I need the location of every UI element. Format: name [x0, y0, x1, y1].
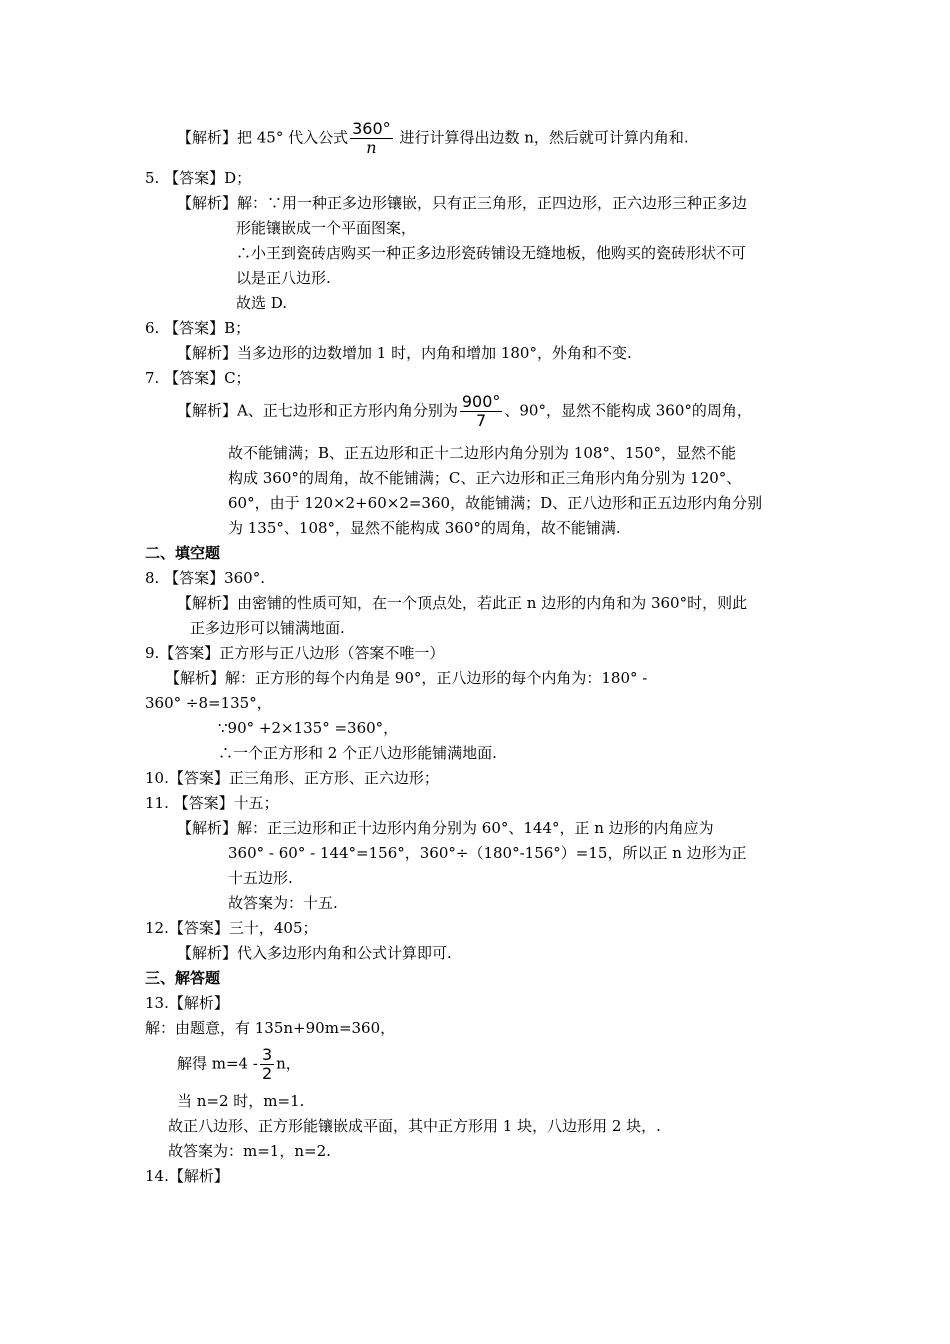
explain-5-line-3: ∴小王到瓷砖店购买一种正多边形瓷砖铺设无缝地板，他购买的瓷砖形状不可 [236, 244, 747, 262]
fraction-360-over-n [350, 120, 393, 157]
text-solve-prefix: 解得 m=4 - [177, 1054, 258, 1073]
explain-7-line-5: 为 135°、108°，显然不能构成 360°的周角，故不能铺满. [228, 519, 621, 537]
fraction-numerator: 360° [352, 119, 391, 138]
explain-13-line-4: 故正八边形、正方形能镶嵌成平面，其中正方形用 1 块，八边形用 2 块，. [168, 1117, 661, 1135]
explain-12: 【解析】代入多边形内角和公式计算即可. [177, 944, 452, 962]
text-explain-7-suffix: 、90°，显然不能构成 360°的周角， [504, 401, 752, 420]
explain-8-line-1: 【解析】由密铺的性质可知，在一个顶点处，若此正 n 边形的内角和为 360°时，则此 [177, 594, 748, 612]
answer-9: 9.【答案】正方形与正八边形（答案不唯一） [145, 644, 445, 662]
fraction-numerator: 900° [461, 392, 501, 411]
explain-11-line-2: 360° - 60° - 144°=156°，360°÷（180°-156°）=15，所以正 n 边形为正 [228, 844, 747, 862]
answer-5: 5. 【答案】D； [145, 169, 252, 187]
explain-9-line-4: ∴一个正方形和 2 个正八边形能铺满地面. [218, 744, 497, 762]
text-explain-suffix: 进行计算得出边数 n，然后就可计算内角和. [394, 128, 689, 147]
explain-11-line-3: 十五边形. [228, 869, 293, 887]
explain-14-heading: 14.【解析】 [145, 1167, 229, 1185]
text-solve-suffix: n， [276, 1054, 301, 1073]
explain-11-line-1: 【解析】解：正三边形和正十边形内角分别为 60°、144°，正 n 边形的内角应为 [177, 819, 714, 837]
fraction-denominator: 2 [261, 1064, 273, 1083]
answer-11: 11. 【答案】十五； [145, 794, 279, 812]
section-heading-solve: 三、解答题 [145, 969, 221, 987]
explain-7-line-1 [177, 393, 752, 430]
fraction-denominator: n [366, 138, 377, 157]
explain-13-line-5: 故答案为：m=1，n=2. [168, 1142, 331, 1160]
explain-9-line-2: 360° ÷8=135°， [145, 694, 272, 712]
fraction-900-over-7 [460, 393, 503, 430]
explain-5-line-1: 【解析】解：∵用一种正多边形镶嵌，只有正三角形，正四边形，正六边形三种正多边 [177, 194, 748, 212]
answer-10: 10.【答案】正三角形、正方形、正六边形； [145, 769, 439, 787]
explain-11-line-4: 故答案为：十五. [228, 894, 338, 912]
explain-13-line-3: 当 n=2 时，m=1. [177, 1092, 305, 1110]
answer-6: 6. 【答案】B； [145, 319, 251, 337]
explain-8-line-2: 正多边形可以铺满地面. [190, 619, 345, 637]
answer-8: 8. 【答案】360°. [145, 569, 265, 587]
explain-5-line-2: 形能镶嵌成一个平面图案， [236, 219, 417, 237]
fraction-3-over-2 [260, 1046, 274, 1083]
explain-7-line-2: 故不能铺满；B、正五边形和正十二边形内角分别为 108°、150°，显然不能 [228, 444, 737, 462]
fraction-denominator: 7 [476, 411, 487, 430]
section-heading-fill-blank: 二、填空题 [145, 544, 221, 562]
text-explain-7-prefix: 【解析】A、正七边形和正方形内角分别为 [177, 401, 458, 420]
explain-9-line-3: ∵90° +2×135° =360°， [218, 719, 399, 737]
explain-7-line-3: 构成 360°的周角，故不能铺满；C、正六边形和正三角形内角分别为 120°、 [228, 469, 742, 487]
explain-13-line-1: 解：由题意，有 135n+90m=360， [145, 1019, 396, 1037]
answer-7: 7. 【答案】C； [145, 369, 251, 387]
answer-12: 12.【答案】三十，405； [145, 919, 318, 937]
text-explain-prefix: 【解析】把 45° 代入公式 [177, 128, 349, 147]
explain-5-line-4: 以是正八边形. [236, 269, 331, 287]
explain-7-line-4: 60°，由于 120×2+60×2=360，故能铺满；D、正八边形和正五边形内角分别 [228, 494, 763, 512]
explain-13-line-2 [177, 1046, 301, 1083]
explain-6: 【解析】当多边形的边数增加 1 时，内角和增加 180°，外角和不变. [177, 344, 632, 362]
explain-13-heading: 13.【解析】 [145, 994, 229, 1012]
fraction-numerator: 3 [261, 1045, 273, 1064]
explain-9-line-1: 【解析】解：正方形的每个内角是 90°，正八边形的每个内角为：180° - [165, 669, 648, 687]
explain-5-line-5: 故选 D. [236, 294, 288, 312]
line-formula-explain [177, 120, 689, 157]
